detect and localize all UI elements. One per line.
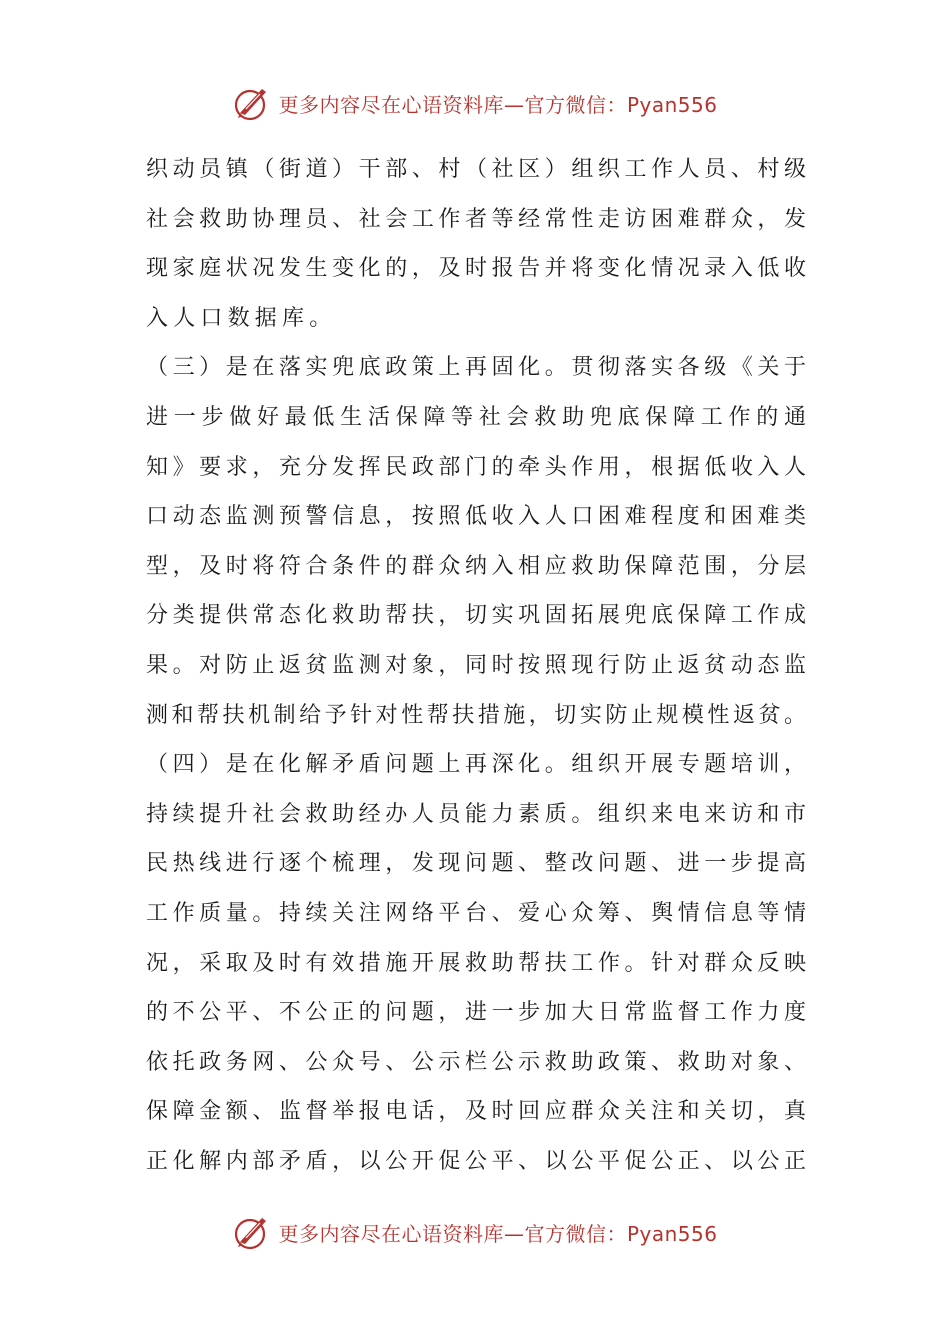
- footer-wechat: 官方微信：Pyan556: [524, 1221, 718, 1246]
- text-line: （四）是在化解矛盾问题上再深化。组织开展专题培训，: [146, 752, 806, 778]
- header-banner: [0, 78, 950, 128]
- text-line: 分类提供常态化救助帮扶，切实巩固拓展兜底保障工作成: [146, 603, 806, 629]
- text-line: 织动员镇（街道）干部、村（社区）组织工作人员、村级: [146, 157, 806, 182]
- text-line: （三）是在落实兜底政策上再固化。贯彻落实各级《关于: [146, 355, 806, 381]
- text-line: 的不公平、不公正的问题，进一步加大日常监督工作力度: [146, 1000, 806, 1026]
- footer-text: [278, 1218, 717, 1247]
- text-line: 知》要求，充分发挥民政部门的牵头作用，根据低收入人: [146, 454, 806, 480]
- text-line: 持续提升社会救助经办人员能力素质。组织来电来访和市: [146, 801, 806, 827]
- text-line: 口动态监测预警信息，按照低收入人口困难程度和困难类: [146, 504, 806, 530]
- text-line: 保障金额、监督举报电话，及时回应群众关注和关切，真: [146, 1099, 806, 1125]
- text-line: 进一步做好最低生活保障等社会救助兜底保障工作的通: [146, 404, 806, 430]
- text-line: 测和帮扶机制给予针对性帮扶措施，切实防止规模性返贫。: [146, 702, 806, 728]
- quill-pen-logo-icon: [232, 83, 272, 123]
- header-wechat: 官方微信：Pyan556: [524, 92, 718, 117]
- text-line: 正化解内部矛盾，以公开促公平、以公平促公正、以公正: [146, 1148, 806, 1174]
- text-line: 工作质量。持续关注网络平台、爱心众筹、舆情信息等情: [146, 900, 806, 926]
- quill-pen-logo-icon: [232, 1212, 272, 1252]
- text-line: 型，及时将符合条件的群众纳入相应救助保障范围，分层: [146, 553, 806, 579]
- header-separator: —: [503, 92, 525, 117]
- header-site-name: 更多内容尽在心语资料库: [278, 92, 504, 117]
- footer-site-name: 更多内容尽在心语资料库: [278, 1221, 504, 1246]
- text-line: 入人口数据库。: [146, 305, 337, 331]
- text-line: 果。对防止返贫监测对象，同时按照现行防止返贫动态监: [146, 652, 806, 678]
- document-body: [146, 145, 806, 1186]
- footer-banner: [0, 1207, 950, 1257]
- text-line: 依托政务网、公众号、公示栏公示救助政策、救助对象、: [146, 1049, 806, 1075]
- text-line: 现家庭状况发生变化的，及时报告并将变化情况录入低收: [146, 256, 806, 282]
- footer-separator: —: [503, 1221, 525, 1246]
- text-line: 况，采取及时有效措施开展救助帮扶工作。针对群众反映: [146, 950, 806, 976]
- text-line: 民热线进行逐个梳理，发现问题、整改问题、进一步提高: [146, 851, 806, 877]
- header-text: [278, 89, 717, 118]
- text-line: 社会救助协理员、社会工作者等经常性走访困难群众，发: [146, 206, 806, 232]
